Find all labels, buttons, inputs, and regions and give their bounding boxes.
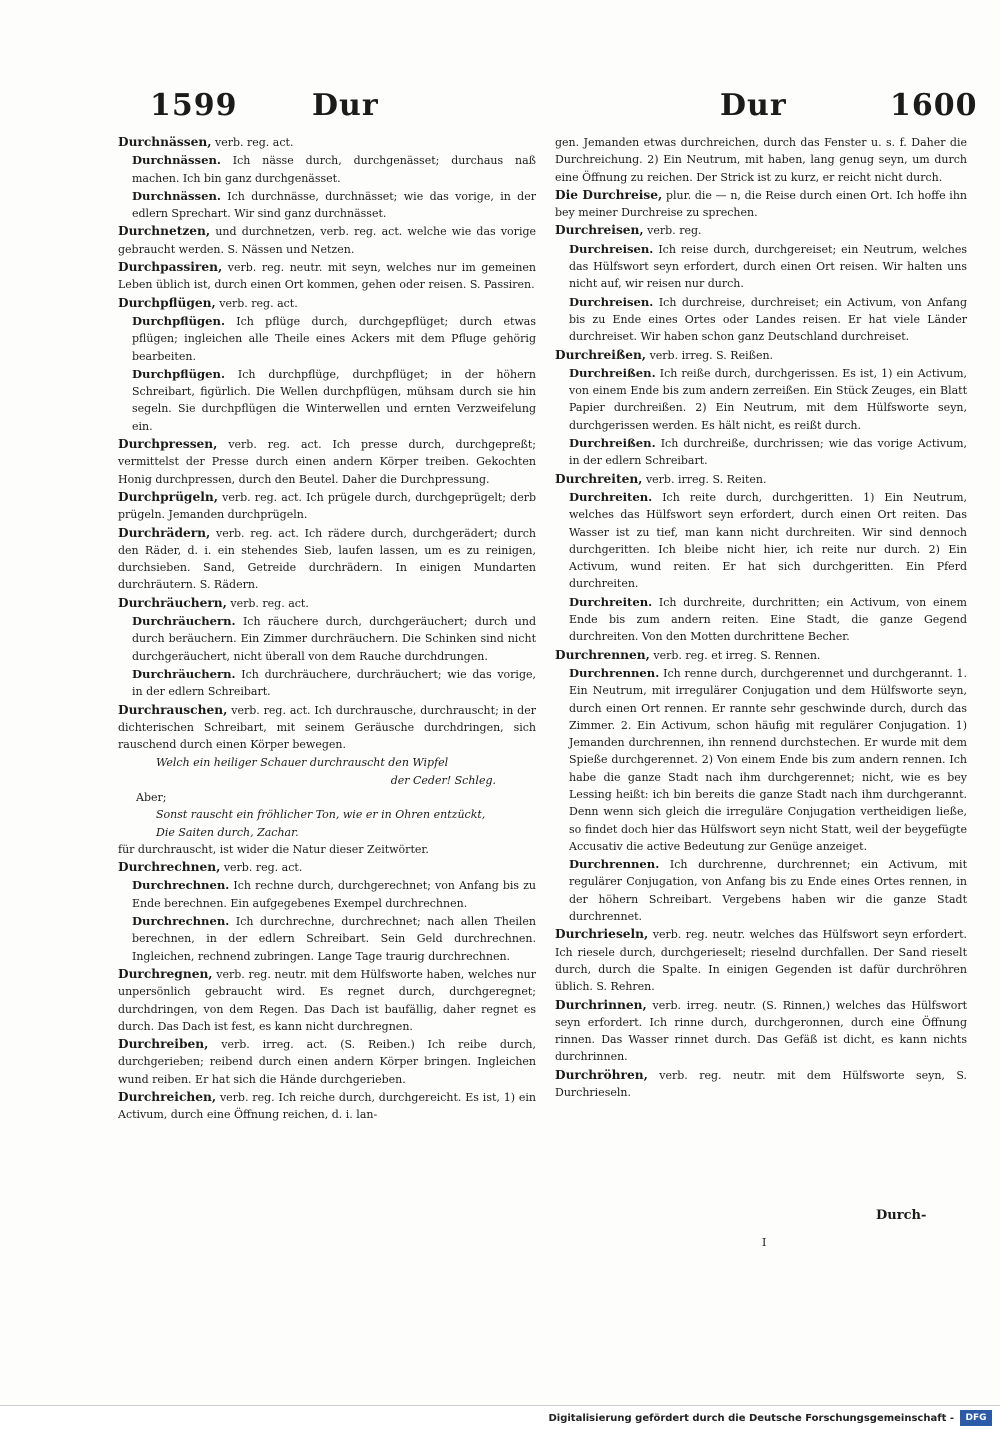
entry-grammar: verb. reg. act. [223,861,303,875]
footer-credit: Digitalisierung gefördert durch die Deutsche Forschungsgemeinschaft - [548,1413,954,1424]
dictionary-entry [555,926,967,995]
page-number-left: 1599 [150,88,238,123]
sense-text: Ich durchreiße, durchrissen; wie das vorige Activum, in der edlern Schreibart. [569,437,967,468]
quotation-text: Sonst rauscht ein fröhlicher Ton, wie er in Ohren entzückt, [156,808,486,822]
page-number-right: 1600 [890,88,978,123]
entry-sense [118,666,536,701]
entry-headword: Durchreißen, [555,347,647,362]
quotation-line [118,772,536,789]
sense-text: Ich renne durch, durchgerennet und durchgerannt. 1. Ein Neutrum, mit irregulärer Conjugation und dem Hülfsworte seyn, durch einen Ort rennen. Er rannte sehr geschwinde durch, durch das Zimmer. 2. Ein Activum, schon häufig mit regulärer Conjugation. 1) Jemanden durchrennen, ihn rennend durchstechen. Er wurde mit dem Spieße durchgerennet. 2) Von einem Ende bis zum andern rennen. Ich habe die ganze Stadt nach ihm durchgerennet; nicht, wie es bey Lessing heißt: ich bin bereits die ganze Stadt nach ihm durchgerannt. Denn wenn sich gleich die irreguläre Conjugation vertheidigen ließe, so findet doch hier das Hülfswort seyn nicht Statt, weil der beygefügte Accusativ die active Bedeutung zur Genüge anzeiget. [569,666,967,853]
sense-text: Ich durchräuchere, durchräuchert; wie das vorige, in der edlern Schreibart. [132,667,536,699]
sense-headword: Durchpflügen. [132,366,225,381]
continuation-words: für durchrauscht, ist wider die Natur dieser Zeitwörter. [118,842,429,856]
dictionary-entry [555,347,967,364]
sense-headword: Durchrennen. [569,857,660,872]
entry-sense [118,913,536,965]
entry-sense [555,241,967,293]
entry-text: welche wie das vorige gebraucht werden. S. Nässen und Netzen. [118,225,536,256]
entry-text: Ich reiche durch, durchgereicht. Es ist, 1) ein Activum, durch eine Öffnung reichen, d. i. lan- [118,1091,536,1122]
sense-text: Ich reiße durch, durchgerissen. Es ist, 1) ein Activum, von einem Ende bis zum andern zerreißen. Ein Stück Zeuges, ein Blatt Papier durchreißen. 2) Ein Neutrum, mit dem Hülfsworte seyn, durchgerissen werden. Es hält nicht, es reißt durch. [569,366,967,432]
sense-text: Ich durchnässe, durchnässet; wie das vorige, in der edlern Sprechart. Wir sind ganz durchnässet. [132,189,536,221]
continuation-words: gen. Jemanden etwas durchreichen, durch das Fenster u. s. f. Daher die Durchreichung. 2) Ein Neutrum, mit haben, lang genug seyn, um durch eine Öffnung zu reichen. Der Strick ist zu kurz, er reicht nicht durch. [555,136,967,184]
entry-grammar: verb. irreg. neutr. [652,998,757,1012]
sense-text: Ich durchrechne, durchrechnet; nach allen Theilen berechnen, in der edlern Schreibart. Sein Geld durchrechnen. Ingleichen, rechnend zubringen. Lange Tage traurig durchrechnen. [132,915,536,963]
entry-sense [118,152,536,187]
entry-grammar: verb. reg. act. [228,438,322,452]
dictionary-entry [555,187,967,222]
entry-text: Ich presse durch, durchgepreßt; vermittelst der Presse durch einen andern Körper treiben. Gekochten Honig durchpressen, durch den Beutel. Daher die Durchpressung. [118,438,536,486]
dictionary-entry [118,436,536,488]
continuation-text [555,134,967,186]
entry-headword: Durchreiben, [118,1037,209,1052]
entry-headword: Durchreichen, [118,1090,217,1105]
entry-headword: Durchnässen, [118,135,212,149]
sense-text: Ich durchrenne, durchrennet; ein Activum, mit regulärer Conjugation, von Anfang bis zu Ende eines Ortes rennen, in der höhern Schreibart. Vergebens haben wir die ganze Stadt durchrennet. [569,858,967,924]
dictionary-entry [118,134,536,151]
sense-headword: Durchrennen. [569,665,660,680]
dictionary-entry [118,966,536,1035]
dictionary-entry [118,223,536,258]
dictionary-entry [118,702,536,754]
dictionary-entry [555,471,967,488]
entry-sense [118,877,536,912]
left-column [118,134,536,1224]
sense-headword: Durchreißen. [569,436,656,451]
entry-grammar: verb. reg. neutr. [216,967,308,981]
entry-headword: Durchräuchern, [118,595,227,610]
dictionary-entry [118,295,536,312]
entry-headword: Durchrädern, [118,525,211,540]
sense-text: Ich durchreise, durchreiset; ein Activum, von Anfang bis zu Ende eines Ortes oder Landes reisen. Er hat viele Länder durchreiset. Wir haben schon ganz Deutschland durchreiset. [569,295,967,344]
entry-headword: Die Durchreise, [555,187,663,202]
sense-text: Ich durchreite, durchritten; ein Activum, von einem Ende bis zum andern reiten. Eine Stadt, die ganze Gegend durchreiten. Von den Motten durchrittene Becher. [569,595,967,644]
entry-grammar: verb. reg. act. [222,490,302,504]
entry-headword: Durchrieseln, [555,927,649,942]
entry-sense [118,366,536,435]
entry-grammar: verb. irreg. act. [221,1038,328,1052]
entry-grammar: verb. reg. act. [219,296,298,310]
signature-mark: I [762,1236,767,1249]
entry-text: welches das Hülfswort seyn erfordert. Ich riesele durch, durchgerieselt; rieselnd durchfallen. Der Sand rieselt durch, durch die Spalte. In einigen Gegenden ist dafür durchröhren üblich. S. Rehren. [555,928,967,994]
entry-sense [555,665,967,855]
sense-text: Ich rechne durch, durchgerechnet; von Anfang bis zu Ende berechnen. Ein aufgegebenes Exempel durchrechnen. [132,879,536,910]
dictionary-entry [118,1036,536,1088]
entry-headword: Durchpressen, [118,437,218,452]
sense-text: Ich pflüge durch, durchgepflüget; durch etwas pflügen; ingleichen alle Theile eines Ackers mit dem Pfluge gehörig bearbeiten. [132,314,536,363]
sense-headword: Durchreiten. [569,489,653,504]
sense-headword: Durchnässen. [132,153,221,168]
entry-headword: Durchröhren, [555,1067,648,1082]
sense-text: Ich räuchere durch, durchgeräuchert; durch und durch beräuchern. Ein Zimmer durchräuchern. Die Schinken sind nicht durchgeräuchert, nicht überall von dem Rauche durchdrungen. [132,615,536,663]
quotation-line [118,754,536,771]
catchword: Durch- [876,1208,927,1223]
dictionary-entry [555,647,967,664]
quotation-text: Welch ein heiliger Schauer durchrauscht den Wipfel [156,756,449,770]
running-head-right: Dur [720,88,787,123]
entry-sense [118,313,536,365]
right-column [555,134,967,1224]
entry-text: mit dem Hülfsworte haben, welches nur unpersönlich gebraucht wird. Es regnet durch, durchgeregnet; durchdringen, von dem Regen. Das Dach ist baufällig, daher regnet es durch. Das Dach ist fest, es kann nicht durchregnen. [118,967,536,1033]
entry-text: Ich prügele durch, durchgeprügelt; derb prügeln. Jemanden durchprügeln. [118,490,536,522]
dictionary-entry [118,595,536,612]
entry-text: Ich rädere durch, durchgerädert; durch den Räder, d. i. ein stehendes Sieb, laufen lassen, um es zu reinigen, durchsieben. Sand, Getreide durchrädern. In einigen Mundarten durchräutern. S. Rädern. [118,526,536,592]
entry-sense [555,856,967,925]
entry-sense [555,489,967,593]
dictionary-entry [555,1067,967,1102]
sense-headword: Durchreiten. [569,594,653,609]
sense-headword: Durchreisen. [569,241,654,256]
entry-grammar: verb. reg. [647,224,702,238]
quotation-text: der Ceder! Schleg. [390,773,496,787]
entry-sense [555,594,967,646]
sense-headword: Durchpflügen. [132,313,225,328]
sense-text: Ich reise durch, durchgereiset; ein Neutrum, welches das Hülfswort seyn erfordert, durch einen Ort reisen. Wir halten uns nicht auf, wir reisen nur durch. [569,242,967,291]
sense-headword: Durchräuchern. [132,614,236,629]
entry-grammar: verb. reg. neutr. [227,261,323,275]
entry-grammar: verb. irreg. S. Reiten. [645,472,767,486]
sense-headword: Durchnässen. [132,188,221,203]
connector-text [136,789,536,806]
entry-headword: Durchreisen, [555,223,644,238]
entry-headword: Durchrechnen, [118,860,221,875]
connector-word: Aber; [136,790,167,804]
sense-headword: Durchrechnen. [132,914,230,929]
entry-sense [555,294,967,346]
entry-sense [118,613,536,665]
entry-headword: Durchpassiren, [118,260,223,275]
dictionary-entry [555,222,967,239]
sense-text: Ich reite durch, durchgeritten. 1) Ein Neutrum, welches das Hülfswort seyn erfordert, durch einen Ort reiten. Das Wasser ist zu tief, man kann nicht durchreiten. Wir sind dennoch durchgeritten. Ich bleibe nicht hier, ich reite nur durch. 2) Ein Activum, wund reiten. Er hat sich durchgeritten. Ein Pferd durchreiten. [569,490,967,591]
entry-headword: Durchrauschen, [118,702,228,717]
dfg-logo: DFG [960,1410,992,1426]
entry-grammar: verb. reg. et irreg. S. Rennen. [653,648,821,662]
running-head-left: Dur [312,88,379,123]
entry-grammar: verb. reg. act. [231,703,311,717]
entry-text: Ich durchrausche, durchrauscht; in der dichterischen Schreibart, mit seinem Geräusche durchdringen, sich rauschend durch einen Körper bewegen. [118,703,536,752]
entry-sense [555,435,967,470]
quotation-line [118,824,536,841]
dictionary-entry [118,525,536,594]
entry-headword: Durchpflügen, [118,295,216,310]
entry-text: mit dem Hülfsworte seyn, S. Durchrieseln. [555,1068,967,1100]
entry-headword: Durchrinnen, [555,997,647,1012]
sense-text: Ich nässe durch, durchgenässet; durchaus naß machen. Ich bin ganz durchgenässet. [132,154,536,185]
entry-text: mit seyn, welches nur im gemeinen Leben üblich ist, durch einen Ort kommen, gehen oder reisen. S. Passiren. [118,261,536,292]
entry-headword: Durchnetzen, [118,224,211,239]
dictionary-entry [118,259,536,294]
sense-headword: Durchreisen. [569,294,654,309]
entry-sense [118,188,536,223]
quotation-text: Die Saiten durch, Zachar. [156,825,299,839]
entry-text: (S. Rinnen,) welches das Hülfswort seyn erfordert. Ich rinne durch, durchgeronnen, durch eine Öffnung rinnen. Das Wasser rinnet durch. Das Gefäß ist dicht, es kann nichts durchrinnen. [555,998,967,1064]
quotation-line [118,806,536,823]
entry-grammar: verb. reg. act. [230,596,309,610]
entry-grammar: verb. reg. neutr. [652,928,746,942]
sense-headword: Durchreißen. [569,365,656,380]
entry-grammar: verb. reg. [219,1091,275,1105]
dictionary-entry [118,859,536,876]
entry-headword: Durchprügeln, [118,489,218,504]
dictionary-entry [555,997,967,1066]
sense-headword: Durchräuchern. [132,666,236,681]
continuation-text [118,841,536,858]
entry-text: (S. Reiben.) Ich reibe durch, durchgerieben; reibend durch einen andern Körper bringen. Ingleichen wund reiben. Er hat sich die Hände durchgerieben. [118,1038,536,1086]
entry-headword: Durchrennen, [555,647,650,662]
entry-grammar: verb. irreg. S. Reißen. [649,348,774,362]
entry-text: die Reise durch einen Ort. Ich hoffe ihn bey meiner Durchreise zu sprechen. [555,188,967,220]
sense-headword: Durchrechnen. [132,878,230,893]
entry-headword: Durchreiten, [555,471,643,486]
entry-grammar: verb. reg. act. [216,526,299,540]
entry-grammar: verb. reg. act. [214,136,294,149]
entry-grammar: verb. reg. neutr. [659,1068,766,1082]
entry-grammar: plur. die — n, [665,188,741,202]
dictionary-entry [118,1089,536,1124]
entry-grammar: und durchnetzen, verb. reg. act. [215,225,403,239]
sense-text: Ich durchpflüge, durchpflüget; in der höhern Schreibart, figürlich. Die Wellen durchpflügen, mühsam durch sie hin segeln. Sie durchpflügen die Winterwellen und ernten Verzweifelung ein. [132,367,536,433]
entry-headword: Durchregnen, [118,966,213,981]
dictionary-entry [118,489,536,524]
entry-sense [555,365,967,434]
